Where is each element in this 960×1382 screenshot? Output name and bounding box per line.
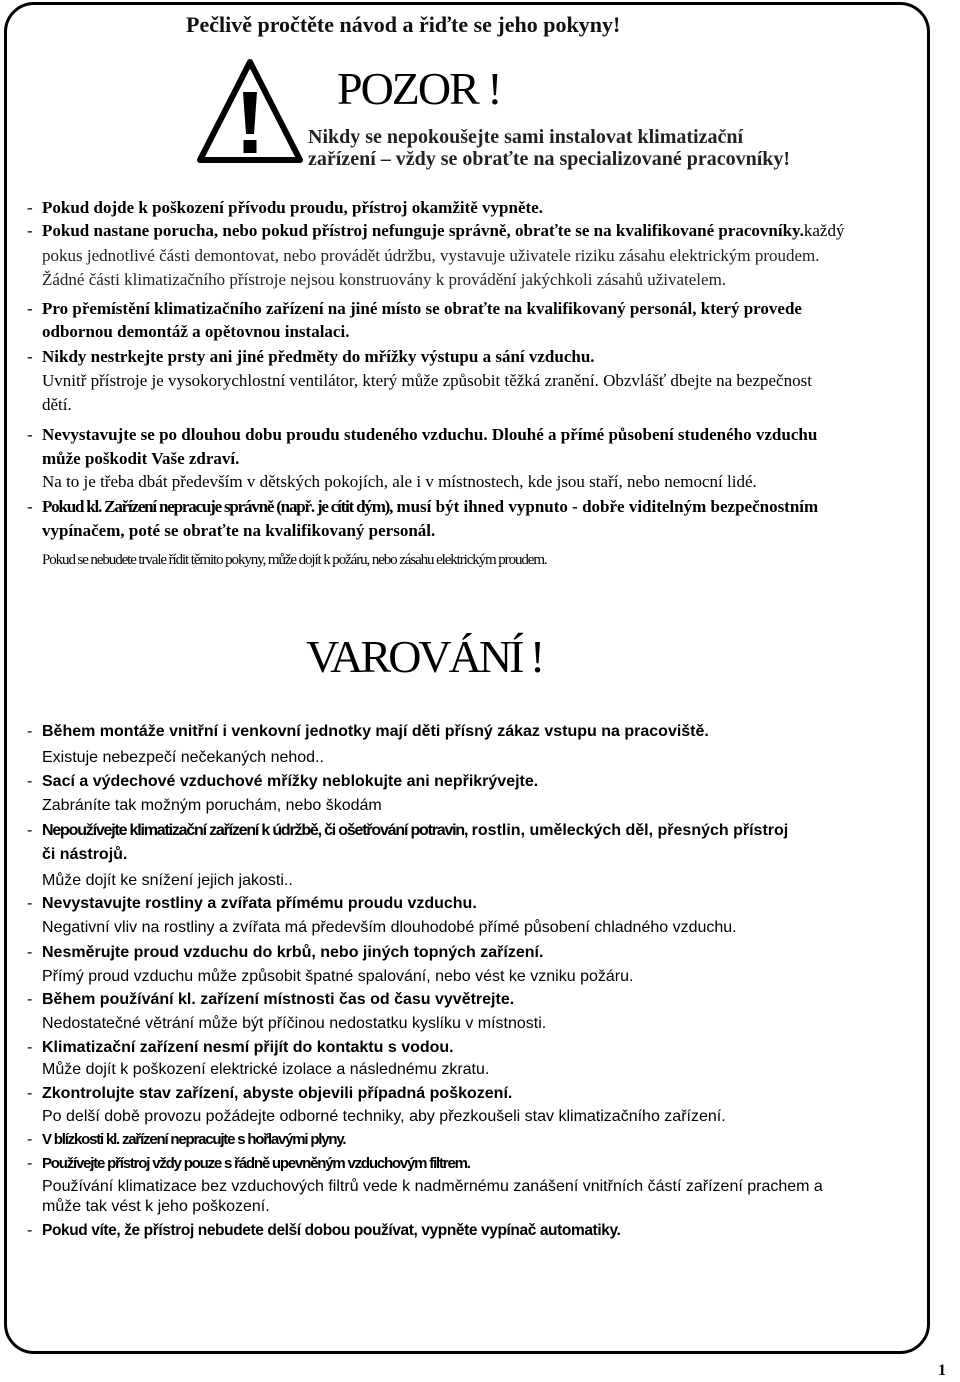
pozor-item-3-line-2: odbornou demontáž a opětovnou instalaci. — [42, 322, 350, 341]
pozor-item-4-line-1: Nikdy nestrkejte prsty ani jiné předměty do mřížky výstupu a sání vzduchu. — [42, 347, 595, 366]
varovani-item-6: Během používání kl. zařízení místnosti čas od času vyvětrejte. — [42, 991, 515, 1008]
pozor-title: POZOR ! — [337, 63, 501, 114]
varovani-item-1: Během montáže vnitřní i venkovní jednotky mají děti přísný zákaz vstupu na pracoviště. — [42, 723, 709, 740]
bullet-dash: - — [27, 1155, 33, 1172]
pozor-line-1: Nikdy se nepokoušejte sami instalovat klimatizační — [308, 126, 744, 148]
pozor-item-3-line-1: Pro přemístění klimatizačního zařízení na jiné místo se obraťte na kvalifikovaný personál, který provede — [42, 299, 802, 318]
varovani-item-11: Pokud víte, že přístroj nebudete delší dobou používat, vypněte vypínač automatiky. — [42, 1222, 621, 1239]
bullet-dash: - — [27, 1131, 33, 1148]
bullet-dash: - — [27, 1039, 33, 1056]
bullet-dash: - — [27, 723, 33, 740]
pozor-item-4-line-2: Uvnitř přístroje je vysokorychlostní ventilátor, který může způsobit těžká zranění. Obzvlášť dbejte na bezpečnost — [42, 371, 812, 390]
bullet-dash: - — [27, 221, 33, 240]
warning-triangle-icon — [196, 58, 304, 166]
varovani-item-10-detail: Používání klimatizace bez vzduchových filtrů vede k nadměrnému zanášení vnitřních částí zařízení prachem a — [42, 1178, 823, 1195]
pozor-item-5-line-3: Na to je třeba dbát především v dětských pokojích, ale i v místnostech, kde jsou staří, nebo nemocní lidé. — [42, 472, 757, 491]
bullet-dash: - — [27, 1222, 33, 1239]
pozor-item-2-line-2: pokus jednotlivé části demontovat, nebo provádět údržbu, vystavuje uživatele riziku zásahu elektrickým proudem. — [42, 246, 820, 265]
varovani-item-5: Nesměrujte proud vzduchu do krbů, nebo jiných topných zařízení. — [42, 944, 544, 961]
bullet-dash: - — [27, 991, 33, 1008]
pozor-item-5-line-2: může poškodit Vaše zdraví. — [42, 449, 240, 468]
bullet-dash: - — [27, 895, 33, 912]
varovani-title: VAROVÁNÍ ! — [306, 631, 543, 682]
page-number: 1 — [938, 1362, 946, 1379]
varovani-item-1-detail: Existuje nebezpečí nečekaných nehod.. — [42, 749, 324, 766]
varovani-item-7: Klimatizační zařízení nesmí přijít do kontaktu s vodou. — [42, 1039, 454, 1056]
varovani-item-3: Nepoužívejte klimatizační zařízení k údržbě, či ošetřování potravin, rostlin, uměleckých děl, přesných přístroj — [42, 822, 789, 839]
pozor-item-2-line-1: Pokud nastane porucha, nebo pokud přístroj nefunguje správně, obraťte se na kvalifikované pracovníky.každý — [42, 221, 845, 240]
varovani-item-2-detail: Zabráníte tak možným poruchám, nebo škodám — [42, 797, 382, 814]
varovani-item-8-detail: Po delší době provozu požádejte odborné techniky, aby přezkoušeli stav klimatizačního zařízení. — [42, 1108, 726, 1125]
bullet-dash: - — [27, 425, 33, 444]
bullet-dash: - — [27, 822, 33, 839]
pozor-item-4-line-3: dětí. — [42, 395, 72, 414]
bullet-dash: - — [27, 347, 33, 366]
varovani-item-9: V blízkosti kl. zařízení nepracujte s hořlavými plyny. — [42, 1131, 346, 1148]
varovani-item-2: Sací a výdechové vzduchové mřížky neblokujte ani nepřikrývejte. — [42, 773, 539, 790]
header-instruction: Pečlivě pročtěte návod a řiďte se jeho pokyny! — [186, 12, 621, 37]
varovani-item-4: Nevystavujte rostliny a zvířata přímému proudu vzduchu. — [42, 895, 477, 912]
bullet-dash: - — [27, 773, 33, 790]
bullet-dash: - — [27, 1085, 33, 1102]
pozor-item-2-line-3: Žádné části klimatizačního přístroje nejsou konstruovány k provádění jakýchkoli zásahů uživatelem. — [42, 270, 727, 289]
pozor-item-5-line-1: Nevystavujte se po dlouhou dobu proudu studeného vzduchu. Dlouhé a přímé působení studeného vzduchu — [42, 425, 818, 444]
varovani-item-4-detail: Negativní vliv na rostliny a zvířata má především dlouhodobé přímé působení chladného vzduchu. — [42, 919, 737, 936]
varovani-item-3-line-2: či nástrojů. — [42, 846, 128, 863]
pozor-item-6-line-1: Pokud kl. Zařízení nepracuje správně (např. je cítit dým), musí být ihned vypnuto - dobře viditelným bezpečnostním — [42, 497, 819, 516]
varovani-item-3-detail: Může dojít ke snížení jejich jakosti.. — [42, 872, 293, 889]
pozor-note: Pokud se nebudete trvale řídit těmito pokyny, může dojít k požáru, nebo zásahu elektrickým proudem. — [42, 552, 547, 568]
varovani-item-10: Používejte přístroj vždy pouze s řádně upevněným vzduchovým filtrem. — [42, 1155, 470, 1172]
varovani-item-10-detail-2: může tak vést k jeho poškození. — [42, 1198, 270, 1215]
varovani-item-7-detail: Může dojít k poškození elektrické izolace a následnému zkratu. — [42, 1061, 490, 1078]
pozor-item-1: Pokud dojde k poškození přívodu proudu, přístroj okamžitě vypněte. — [42, 198, 543, 217]
pozor-item-6-line-2: vypínačem, poté se obraťte na kvalifikovaný personál. — [42, 521, 436, 540]
varovani-item-6-detail: Nedostatečné větrání může být příčinou nedostatku kyslíku v místnosti. — [42, 1015, 547, 1032]
varovani-item-5-detail: Přímý proud vzduchu může způsobit špatné spalování, nebo vést ke vzniku požáru. — [42, 968, 634, 985]
bullet-dash: - — [27, 299, 33, 318]
bullet-dash: - — [27, 198, 33, 217]
bullet-dash: - — [27, 497, 33, 516]
pozor-line-2: zařízení – vždy se obraťte na specializované pracovníky! — [308, 148, 791, 170]
bullet-dash: - — [27, 944, 33, 961]
varovani-item-8: Zkontrolujte stav zařízení, abyste objevili případná poškození. — [42, 1085, 513, 1102]
